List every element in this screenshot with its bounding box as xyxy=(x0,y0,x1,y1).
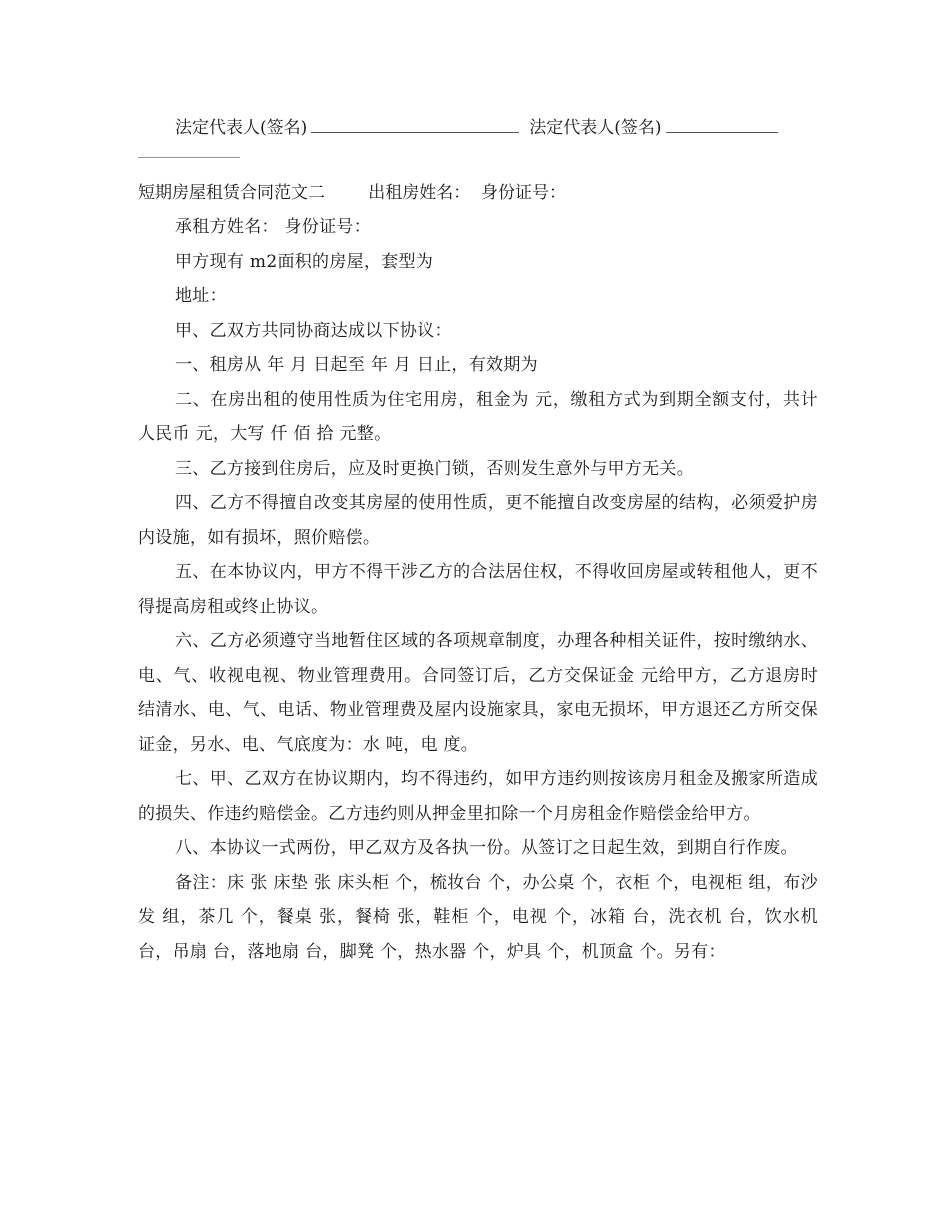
clause-5: 五、在本协议内，甲方不得干涉乙方的合法居住权，不得收回房屋或转租他人，更不得提高房租或终止协议。 xyxy=(138,562,818,617)
property-area-paragraph: 甲方现有 m2面积的房屋，套型为 xyxy=(175,251,434,272)
clause-6: 六、乙方必须遵守当地暂住区域的各项规章制度，办理各种相关证件，按时缴纳水、电、气、收视电视、物业管理费用。合同签订后，乙方交保证金 元给甲方，乙方退房时结清水、电、气、电话、物业管理费及屋内设施家具，家电无损坏，甲方退还乙方所交保证金，另水、电、气底度为：水 吨，电 度。 xyxy=(138,631,818,755)
clause-4: 四、乙方不得擅自改变其房屋的使用性质，更不能擅自改变房屋的结构，必须爱护房内设施，如有损坏，照价赔偿。 xyxy=(138,493,818,548)
clause-2: 二、在房出租的使用性质为住宅用房，租金为 元，缴租方式为到期全额支付，共计人民币 元，大写 仟 佰 拾 元整。 xyxy=(138,389,818,444)
lessor-name-label: 出租房姓名： xyxy=(368,183,471,203)
document-title: 短期房屋租赁合同范文二 xyxy=(138,183,325,203)
address-paragraph: 地址： xyxy=(175,286,227,306)
lessor-id-label: 身份证号： xyxy=(481,183,567,203)
signature-left-blank xyxy=(311,110,519,133)
agreement-intro-paragraph: 甲、乙双方共同协商达成以下协议： xyxy=(175,320,452,341)
signature-line xyxy=(138,110,818,146)
signature-right-blank xyxy=(666,110,778,133)
remarks-paragraph: 备注：床 张 床垫 张 床头柜 个，梳妆台 个，办公桌 个，衣柜 个，电视柜 组，布沙发 组，茶几 个，餐桌 张，餐椅 张，鞋柜 个，电视 个，冰箱 台，洗衣机 台，饮水机 台，吊扇 台，落地扇 台，脚凳 个，热水器 个，炉具 个，机顶盒 个。另有： xyxy=(138,872,818,962)
clause-1: 一、租房从 年 月 日起至 年 月 日止，有效期为 xyxy=(175,355,538,375)
title-line xyxy=(138,176,818,210)
signature-right-label: 法定代表人(签名) xyxy=(529,118,662,138)
document-page xyxy=(138,110,818,969)
signature-left-label: 法定代表人(签名) xyxy=(175,118,308,138)
clause-7: 七、甲、乙双方在协议期内，均不得违约，如甲方违约则按该房月租金及搬家所造成的损失、作违约赔偿金。乙方违约则从押金里扣除一个月房租金作赔偿金给甲方。 xyxy=(138,769,818,824)
tenant-info-paragraph: 承租方姓名： 身份证号： xyxy=(175,217,372,237)
clause-8: 八、本协议一式两份，甲乙双方及各执一份。从签订之日起生效，到期自行作废。 xyxy=(175,838,798,858)
signature-blank-continuation xyxy=(138,156,240,158)
clause-3: 三、乙方接到住房后，应及时更换门锁，否则发生意外与甲方无关。 xyxy=(175,458,694,479)
